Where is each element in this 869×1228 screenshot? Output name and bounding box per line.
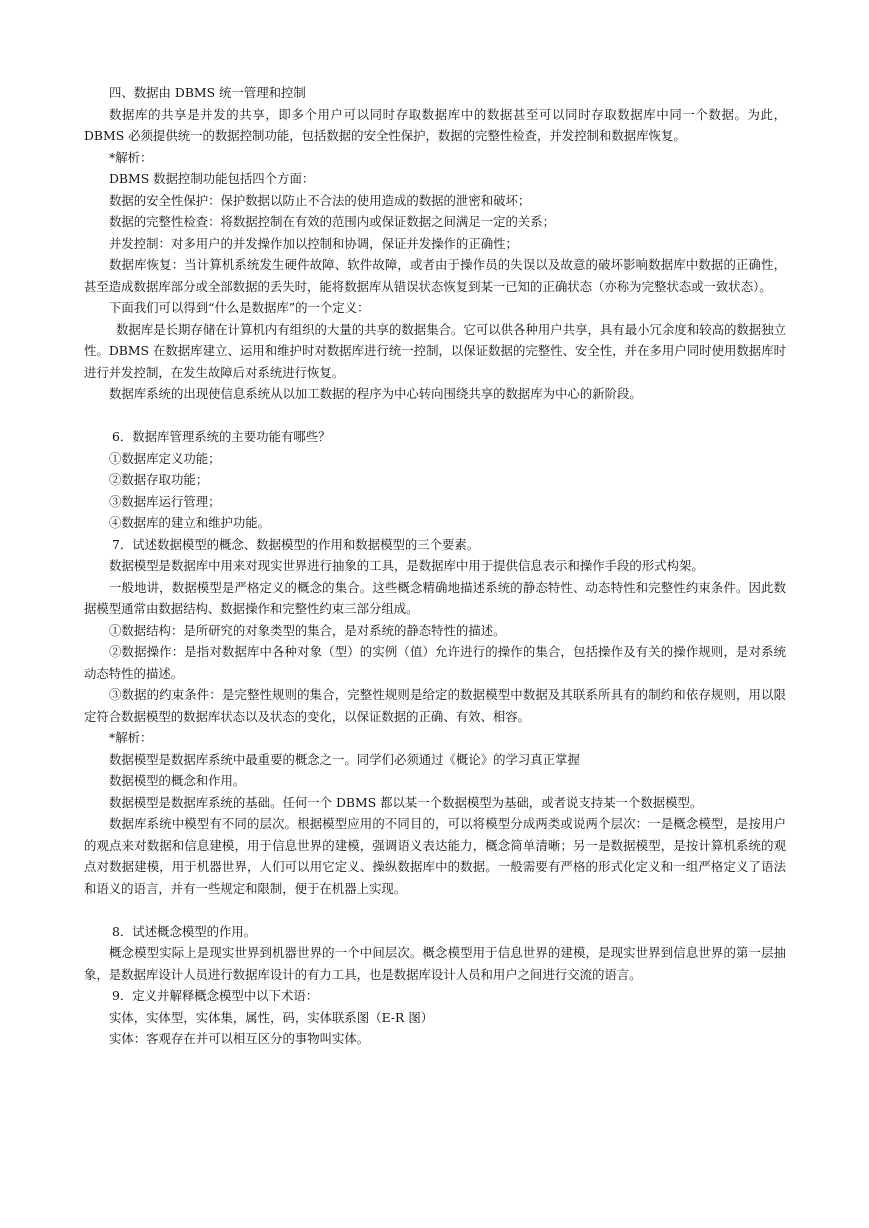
paragraph: 并发控制：对多用户的并发操作加以控制和协调，保证并发操作的正确性；: [109, 235, 518, 251]
list-item: ③数据库运行管理；: [109, 493, 221, 509]
paragraph: 数据库的共享是并发的共享，即多个用户可以同时存取数据库中的数据甚至可以同时存取数据库中同一个数据。为此，DBMS 必须提供统一的数据控制功能，包括数据的安全性保护，数据的完整性检查，并发控制和数据库恢复。: [84, 106, 786, 143]
paragraph: 数据库系统的出现使信息系统从以加工数据的程序为中心转向围绕共享的数据库为中心的新阶段。: [109, 386, 642, 401]
list-item: ③数据的约束条件：是完整性规则的集合，完整性规则是给定的数据模型中数据及其联系所具有的制约和依存规则，用以限定符合数据模型的数据库状态以及状态的变化，以保证数据的正确、有效、相容。: [84, 687, 786, 724]
question-heading: 8．试述概念模型的作用。: [112, 923, 257, 939]
question-heading: 9．定义并解释概念模型中以下术语：: [112, 988, 319, 1003]
paragraph: 数据模型的概念和作用。: [109, 773, 246, 788]
blank-line: [84, 899, 786, 921]
paragraph: DBMS 数据控制功能包括四个方面：: [109, 171, 315, 186]
paragraph: 数据的安全性保护：保护数据以防止不合法的使用造成的数据的泄密和破坏；: [109, 192, 531, 208]
list-item: ①数据结构：是所研究的对象类型的集合，是对系统的静态特性的描述。: [109, 622, 506, 638]
list-item: ④数据库的建立和维护功能。: [109, 515, 271, 530]
paragraph: 概念模型实际上是现实世界到机器世界的一个中间层次。概念模型用于信息世界的建模，是现实世界到信息世界的第一层抽象，是数据库设计人员进行数据库设计的有力工具，也是数据库设计人员和用户之间进行交流的语言。: [84, 945, 786, 982]
analysis-label: *解析：: [109, 730, 153, 745]
paragraph: 数据模型是数据库中用来对现实世界进行抽象的工具，是数据库中用于提供信息表示和操作手段的形式构架。: [109, 558, 704, 573]
paragraph: 数据库系统中模型有不同的层次。根据模型应用的不同目的，可以将模型分成两类或说两个层次：一是概念模型，是按用户的观点来对数据和信息建模，用于信息世界的建模，强调语义表达能力，概念简单清晰；另一是数据模型，是按计算机系统的观点对数据建模，用于机器世界，人们可以用它定义、操纵数据库中的数据。一般需要有严格的形式化定义和一组严格定义了语法和语义的语言，并有一些规定和限制，便于在机器上实现。: [84, 816, 786, 896]
document-page: [84, 82, 786, 1050]
question-heading: 6．数据库管理系统的主要功能有哪些？: [112, 429, 331, 444]
paragraph: 实体：客观存在并可以相互区分的事物叫实体。: [109, 1031, 370, 1046]
paragraph: 实体，实体型，实体集，属性，码，实体联系图（E-R 图）: [109, 1009, 434, 1025]
paragraph: 数据模型是数据库系统的基础。任何一个 DBMS 都以某一个数据模型为基础，或者说支持某一个数据模型。: [109, 794, 703, 810]
list-item: ②数据操作：是指对数据库中各种对象（型）的实例（值）允许进行的操作的集合，包括操作及有关的操作规则，是对系统动态特性的描述。: [84, 644, 786, 681]
paragraph: 下面我们可以得到“什么是数据库”的一个定义：: [109, 300, 370, 315]
list-item: ①数据库定义功能；: [109, 450, 221, 466]
question-heading: 7．试述数据模型的概念、数据模型的作用和数据模型的三个要素。: [112, 536, 480, 552]
paragraph: 一般地讲，数据模型是严格定义的概念的集合。这些概念精确地描述系统的静态特性、动态特性和完整性约束条件。因此数据模型通常由数据结构、数据操作和完整性约束三部分组成。: [84, 579, 786, 616]
analysis-label: *解析：: [109, 149, 153, 165]
blank-line: [84, 405, 786, 427]
paragraph: 数据的完整性检查：将数据控制在有效的范围内或保证数据之间满足一定的关系；: [109, 214, 556, 229]
paragraph: 数据模型是数据库系统中最重要的概念之一。同学们必须通过《概论》的学习真正掌握: [109, 751, 580, 767]
paragraph: 数据库是长期存储在计算机内有组织的大量的共享的数据集合。它可以供各种用户共享，具有最小冗余度和较高的数据独立性。DBMS 在数据库建立、运用和维护时对数据库进行统一控制，以保证数据的完整性、安全性，并在多用户同时使用数据库时进行并发控制，在发生故障后对系统进行恢复。: [84, 321, 786, 380]
section-heading: 四、数据由 DBMS 统一管理和控制: [109, 85, 306, 100]
list-item: ②数据存取功能；: [109, 472, 209, 487]
paragraph: 数据库恢复：当计算机系统发生硬件故障、软件故障，或者由于操作员的失误以及故意的破坏影响数据库中数据的正确性，甚至造成数据库部分或全部数据的丢失时，能将数据库从错误状态恢复到某一已知的正确状态（亦称为完整状态或一致状态）。: [84, 257, 786, 294]
